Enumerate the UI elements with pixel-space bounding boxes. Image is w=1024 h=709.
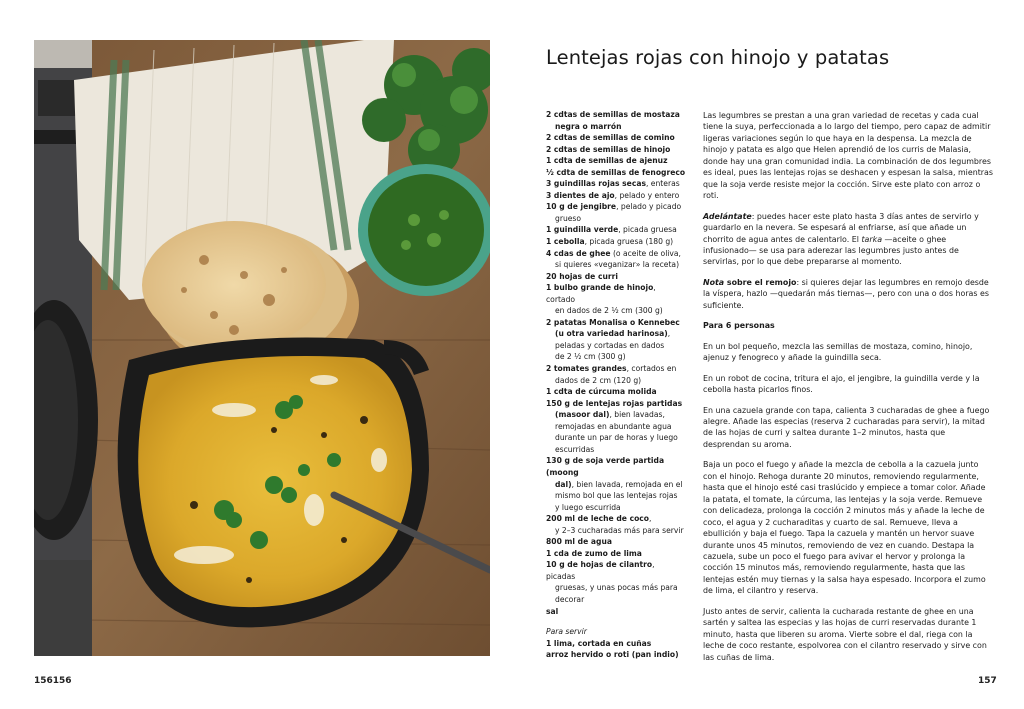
ingredient-item: 2 cdtas de semillas de hinojo: [546, 144, 671, 154]
ingredient-item: 20 hojas de curri: [546, 271, 618, 281]
method-step: En un robot de cocina, tritura el ajo, el jengibre, la guindilla verde y la cebolla hasta picarlos finos.: [703, 373, 980, 395]
method-step: Baja un poco el fuego y añade la mezcla de cebolla a la cazuela junto con el hinojo. Rehoga durante 20 minutos, removiendo regularmente, hasta que el hinojo esté casi traslúcido y empiece a tomar color. Añade la patata, el tomate, la cúrcuma, las lentejas y la soja verde. Remueve con delicadeza, prolonga la cocción 2 minutos más y añade la leche de coco, el agua y 2 cucharaditas y cuarto de sal. Remueve, lleva a ebullición y baja el fuego. Tapa la cazuela y mantén un hervor suave durante unos 45 minutos, removiendo de vez en cuando. Destapa la cazuela, sube un poco el fuego para avivar el hervor y prolonga la cocción 15 minutos más, removiendo regularmente, hasta que las lentejas estén muy tiernas y la salsa haya espesado. Incorpora el zumo de lima, el cilantro y reserva.: [703, 460, 986, 596]
method-text: [703, 110, 993, 672]
ingredients-list: [546, 109, 686, 661]
ingredient-item: 1 cdta de semillas de ajenuz: [546, 156, 668, 166]
ingredient-item: 2 tomates grandes, cortados en dados de 2 cm (120 g): [546, 364, 677, 385]
ingredient-item: 10 g de jengibre, pelado y picado grueso: [546, 202, 682, 223]
serve-item: 1 lima, cortada en cuñas: [546, 638, 652, 648]
serves-label: Para 6 personas: [703, 321, 775, 331]
ingredient-item: 2 patatas Monalisa o Kennebec (u otra variedad harinosa), peladas y cortadas en dados de 2 ½ cm (300 g): [546, 317, 680, 362]
ingredient-item: 10 g de hojas de cilantro, picadas gruesas, y unas pocas más para decorar: [546, 560, 678, 604]
ingredient-item: 2 cdtas de semillas de comino: [546, 133, 675, 143]
ingredient-item: 1 cebolla, picada gruesa (180 g): [546, 237, 674, 247]
ingredient-item: 3 dientes de ajo, pelado y entero: [546, 190, 680, 200]
ingredient-item: 200 ml de leche de coco, y 2–3 cucharadas más para servir: [546, 514, 684, 535]
page-number-left: 156156: [34, 676, 72, 686]
recipe-title: Lentejas rojas con hinojo y patatas: [546, 46, 890, 69]
ingredient-item: 150 g de lentejas rojas partidas (masoor dal), bien lavadas, remojadas en abundante agua durante un par de horas y luego escurridas: [546, 398, 683, 454]
ingredient-item: 3 guindillas rojas secas, enteras: [546, 179, 680, 189]
page-number-right: 157: [978, 676, 997, 686]
spacer: [546, 617, 686, 626]
note-paragraph: Nota sobre el remojo: si quieres dejar las legumbres en remojo desde la víspera, hazlo —quedarán más tiernas—, pero con una o dos horas es suficiente.: [703, 277, 989, 310]
ingredient-item: 4 cdas de ghee (o aceite de oliva, si quieres «veganizar» la receta): [546, 248, 681, 270]
ingredient-item: ½ cdta de semillas de fenogreco: [546, 167, 686, 177]
intro-paragraph: Las legumbres se prestan a una gran variedad de recetas y cada cual tiene la suya, perfeccionada a lo largo del tiempo, pero capaz de admitir ligeras variaciones según lo que haya en la despensa. La mezcla de hinojo y patata es algo que Helen aprendió de los curris de Malasia, donde hay una gran comunidad india. La combinación de dos legumbres es ideal, pues las lentejas rojas se deshacen y espesan la salsa, mientras que la soja verde resiste mejor la cocción. Sirve este plato con arroz o roti.: [703, 111, 993, 201]
ingredient-item: sal: [546, 606, 559, 616]
ingredient-item: 130 g de soja verde partida (moong dal), bien lavada, remojada en el mismo bol que las lentejas rojas y luego escurrida: [546, 456, 683, 512]
ingredient-item: 1 bulbo grande de hinojo, cortado en dados de 2 ½ cm (300 g): [546, 283, 663, 316]
ingredient-item: 1 guindilla verde, picada gruesa: [546, 225, 677, 235]
method-step: Justo antes de servir, calienta la cucharada restante de ghee en una sartén y saltea las especias y las hojas de curri reservadas durante 1 minuto, hasta que liberen su aroma. Vierte sobre el dal, riega con la leche de coco restante, espolvorea con el cilantro reservado y sirve con las cuñas de lima.: [703, 606, 987, 662]
method-step: En una cazuela grande con tapa, calienta 3 cucharadas de ghee a fuego alegre. Añade las especias (reserva 2 cucharadas para servir), la mitad de las hojas de curri y saltea durante 1–2 minutos, hasta que desprendan su aroma.: [703, 405, 990, 449]
ingredient-item: 2 cdtas de semillas de mostaza negra o marrón: [546, 110, 680, 131]
ingredient-item: 1 cda de zumo de lima: [546, 548, 642, 558]
dal-photo-icon: [34, 40, 490, 656]
ingredient-item: 1 cdta de cúrcuma molida: [546, 387, 657, 397]
method-step: En un bol pequeño, mezcla las semillas de mostaza, comino, hinojo, ajenuz y fenogreco y añade la guindilla seca.: [703, 341, 973, 363]
serve-item: arroz hervido o roti (pan indio): [546, 650, 679, 660]
serve-heading: Para servir: [546, 627, 587, 637]
ahead-paragraph: Adelántate: puedes hacer este plato hasta 3 días antes de servirlo y guardarlo en la nevera. Se espesará al enfriarse, así que añade un chorrito de agua antes de calentarlo. El tarka —aceite o ghee infusionado— se usa para aderezar las legumbres justo antes de servirlas, por lo que debe prepararse al momento.: [703, 211, 979, 267]
ingredient-item: 800 ml de agua: [546, 537, 612, 547]
